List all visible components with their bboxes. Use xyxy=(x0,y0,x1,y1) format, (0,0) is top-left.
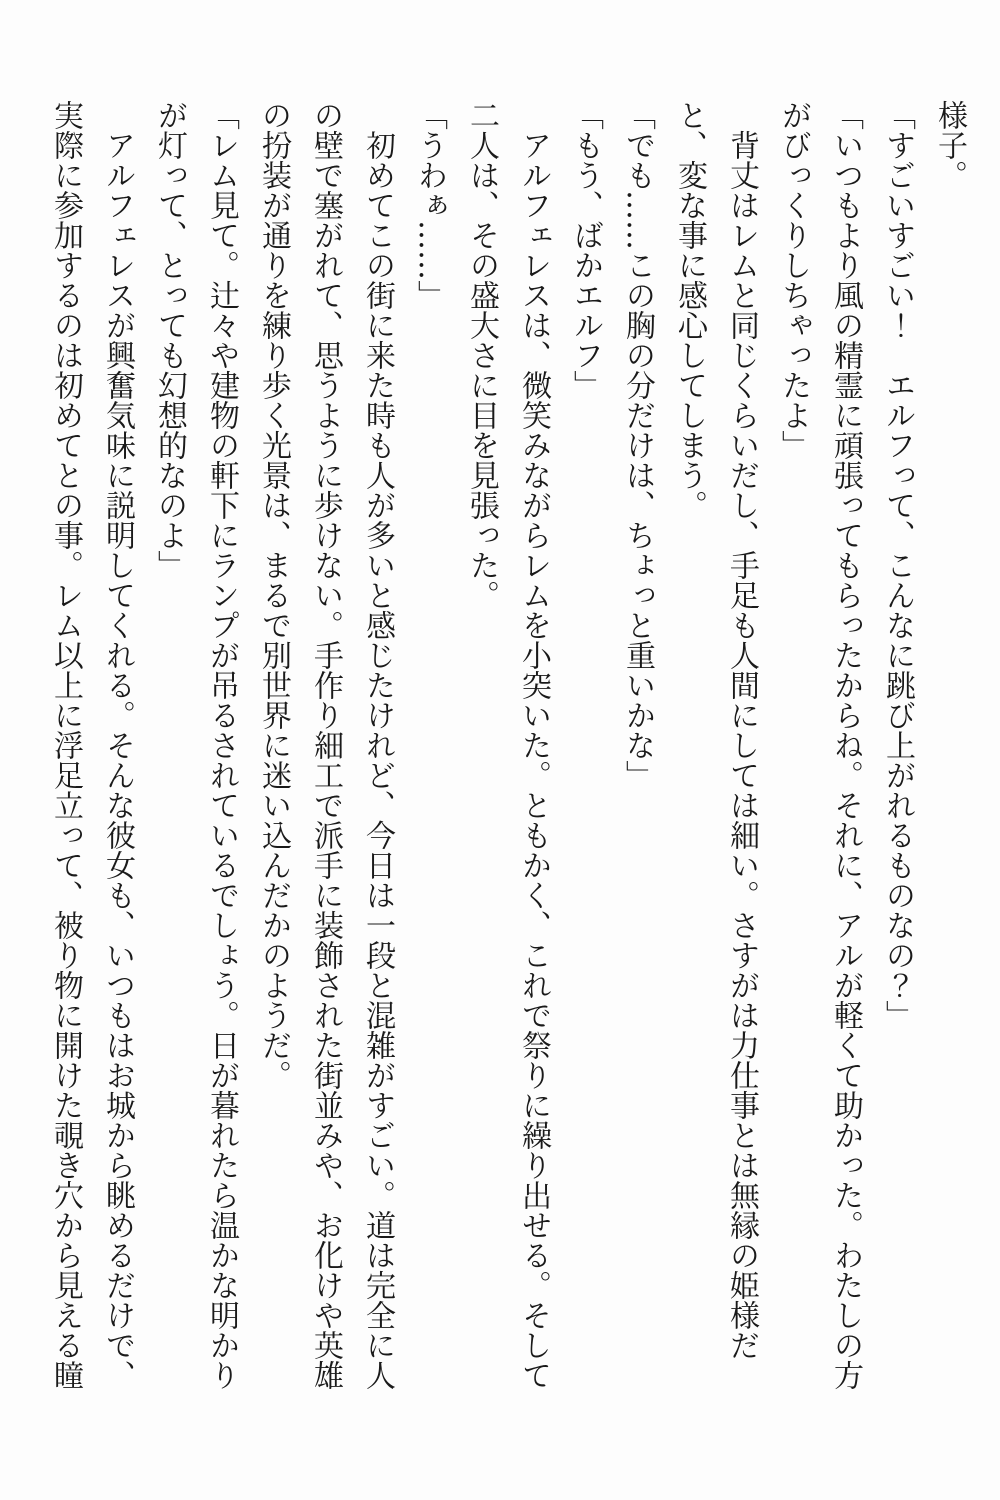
text-line-9: アルフェレスは、微笑みながらレムを小突いた。ともかく、これで祭りに繰り出せる。そして xyxy=(516,100,551,1390)
text-line-2: 「すごいすごい！ エルフって、こんなに跳び上がれるものなの？」 xyxy=(880,100,915,1030)
text-line-14: の扮装が通りを練り歩く光景は、まるで別世界に迷い込んだかのようだ。 xyxy=(256,100,291,1090)
text-line-17: アルフェレスが興奮気味に説明してくれる。そんな彼女も、いつもはお城から眺めるだけで、 xyxy=(100,100,135,1390)
text-line-7: 「でも……この胸の分だけは、ちょっと重いかな」 xyxy=(620,100,655,790)
text-line-1: 様子。 xyxy=(932,100,967,190)
text-line-4: がびっくりしちゃったよ」 xyxy=(776,100,811,460)
text-line-13: の壁で塞がれて、思うように歩けない。手作り細工で派手に装飾された街並みや、お化けや英雄 xyxy=(308,100,343,1390)
text-line-3: 「いつもより風の精霊に頑張ってもらったからね。それに、アルが軽くて助かった。わたしの方 xyxy=(828,100,863,1390)
text-line-16: が灯って、とっても幻想的なのよ」 xyxy=(152,100,187,580)
text-line-12: 初めてこの街に来た時も人が多いと感じたけれど、今日は一段と混雑がすごい。道は完全に人 xyxy=(360,100,395,1390)
text-line-5: 背丈はレムと同じくらいだし、手足も人間にしては細い。さすがは力仕事とは無縁の姫様だ xyxy=(724,100,759,1360)
text-line-6: と、変な事に感心してしまう。 xyxy=(672,100,707,520)
text-line-8: 「もう、ばかエルフ」 xyxy=(568,100,603,400)
text-line-15: 「レム見て。辻々や建物の軒下にランプが吊るされているでしょう。日が暮れたら温かな明かり xyxy=(204,100,239,1390)
text-line-11: 「うわぁ……」 xyxy=(412,100,447,310)
text-line-10: 二人は、その盛大さに目を見張った。 xyxy=(464,100,499,610)
text-line-18: 実際に参加するのは初めてとの事。レム以上に浮足立って、被り物に開けた覗き穴から見える瞳 xyxy=(48,100,83,1390)
